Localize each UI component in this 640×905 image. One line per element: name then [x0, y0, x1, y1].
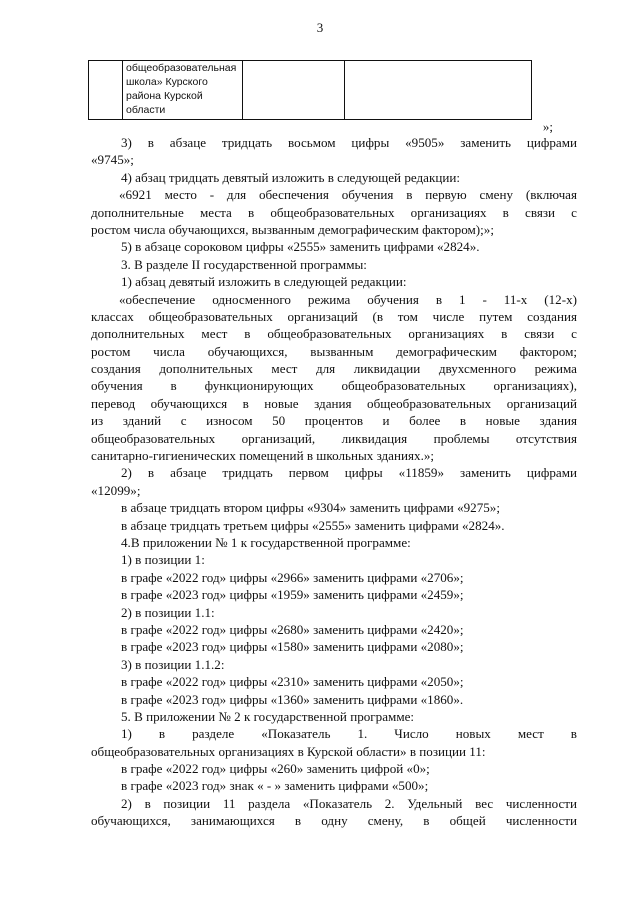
text-line: в графе «2023 год» цифры «1360» заменить цифрами «1860». [121, 691, 464, 707]
text-line: 3. В разделе II государственной программы: [121, 256, 367, 272]
table-cell-school-name [123, 61, 243, 120]
text-line: ростом числа обучающихся, вызванным демографическим фактором);»; [91, 221, 494, 237]
table-row [89, 61, 532, 120]
text-line: 5) в абзаце сороковом цифры «2555» заменить цифрами «2824». [121, 239, 480, 255]
page-number: 3 [316, 20, 324, 35]
table-cell-empty [89, 61, 123, 120]
text-line: 4) абзац тридцать девятый изложить в следующей редакции: [121, 169, 461, 185]
text-line: 5. В приложении № 2 к государственной программе: [121, 708, 415, 724]
closing-quote: »; [542, 119, 553, 134]
text-line: «обеспечение односменного режима обучения в 1 - 11-х (12-х) [119, 291, 577, 307]
text-line: общеобразовательных организациях в Курской области» в позиции 11: [91, 743, 486, 759]
text-line: обучения в функционирующих общеобразовательных организациях), [91, 378, 577, 394]
text-line: общеобразовательных организаций, ликвидация проблемы отсутствия [91, 430, 577, 446]
table-cell-line: школа» Курского [126, 76, 208, 88]
text-line: создания дополнительных мест для ликвидации двухсменного режима [91, 361, 577, 377]
text-line: 4.В приложении № 1 к государственной программе: [121, 534, 411, 550]
text-line: санитарно-гигиенических помещений в школьных зданиях.»; [91, 448, 435, 464]
text-line: классах общеобразовательных организаций (в том числе путем создания [91, 308, 577, 324]
text-line: 1) в позиции 1: [121, 552, 205, 568]
table-cell-line: общеобразовательная [126, 62, 237, 74]
text-line: перевод обучающихся в новые здания общеобразовательных организаций [91, 395, 577, 411]
table-cell-line: района Курской [126, 90, 203, 102]
text-line: ростом числа обучающихся, вызванным демографическим фактором; [91, 343, 577, 359]
table-cell-line: области [126, 104, 166, 116]
text-line: в графе «2022 год» цифры «2966» заменить цифрами «2706»; [121, 569, 464, 585]
text-line: 3) в позиции 1.1.2: [121, 656, 225, 672]
document-body [91, 134, 577, 830]
text-line: в абзаце тридцать третьем цифры «2555» заменить цифрами «2824». [121, 517, 505, 533]
text-line: из зданий с износом 50 процентов и более в новые здания [91, 413, 577, 429]
text-line: 3) в абзаце тридцать восьмом цифры «9505» заменить цифрами [121, 135, 577, 150]
text-line: «6921 место - для обеспечения обучения в первую смену (включая [119, 187, 577, 203]
table-fragment [88, 60, 532, 120]
text-line: дополнительных мест в общеобразовательных организациях в связи с [91, 326, 577, 342]
text-line: в графе «2023 год» знак « - » заменить цифрами «500»; [121, 778, 429, 794]
text-line: в графе «2022 год» цифры «2680» заменить цифрами «2420»; [121, 621, 464, 637]
text-line: 2) в позиции 1.1: [121, 604, 215, 620]
text-line: 2) в позиции 11 раздела «Показатель 2. Удельный вес численности [121, 795, 577, 811]
table-cell-empty [243, 61, 345, 120]
text-line: обучающихся, занимающихся в одну смену, в общей численности [91, 813, 577, 829]
text-line: в графе «2023 год» цифры «1580» заменить цифрами «2080»; [121, 639, 464, 655]
text-line: 1) абзац девятый изложить в следующей редакции: [121, 274, 407, 290]
text-line: «9745»; [91, 152, 134, 168]
text-line: в графе «2022 год» цифры «2310» заменить цифрами «2050»; [121, 674, 464, 690]
text-line: «12099»; [91, 482, 141, 498]
text-line: в абзаце тридцать втором цифры «9304» заменить цифрами «9275»; [121, 500, 500, 516]
text-line: в графе «2022 год» цифры «260» заменить цифрой «0»; [121, 761, 430, 777]
text-line: дополнительные места в общеобразовательных организациях в связи с [91, 204, 577, 220]
text-line: 1) в разделе «Показатель 1. Число новых мест в [121, 726, 577, 742]
text-line: 2) в абзаце тридцать первом цифры «11859» заменить цифрами [121, 465, 577, 481]
table-cell-empty [345, 61, 532, 120]
text-line: в графе «2023 год» цифры «1959» заменить цифрами «2459»; [121, 587, 464, 603]
